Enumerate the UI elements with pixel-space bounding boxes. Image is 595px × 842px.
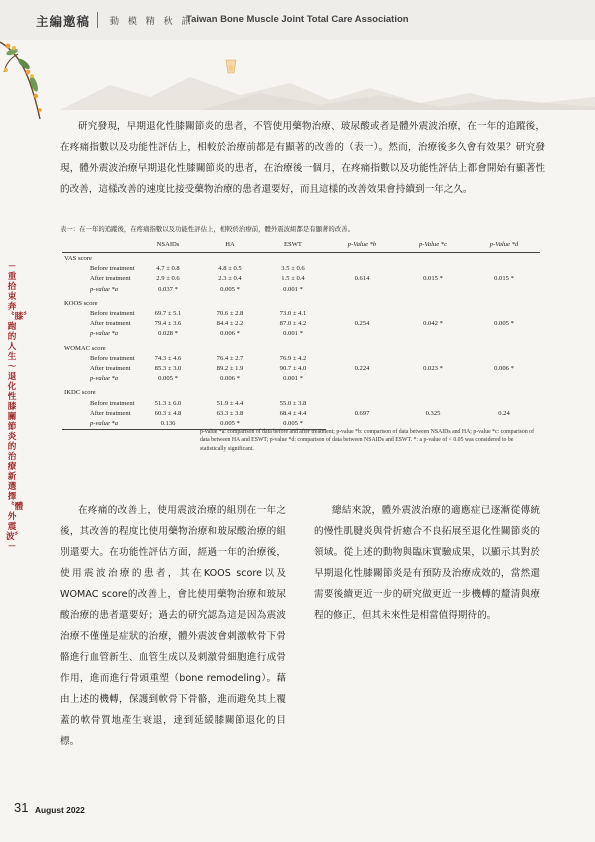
- table-caption: 表一：在一年的追蹤後，在疼痛指數以及功能性評估上，相較於治療前，體外震波組都是有顯著的改善。: [60, 225, 354, 233]
- row-label: After treatment: [90, 320, 131, 328]
- page-number: 31: [14, 800, 29, 815]
- row-label: Before treatment: [90, 265, 135, 273]
- table-row: [62, 399, 540, 409]
- left-column-paragraph: 在疼痛的改善上，使用震波治療的組別在一年之後，其改善的程度比使用藥物治療和玻尿酸治療的組別還要大。在功能性評估方面，經過一年的治療後，使用震波治療的患者，其在KOOS score以及WOMAC score的改善上，會比使用藥物治療和玻尿酸治療的患者還要好；過去的研究認為這是因為震波治療不僅僅是症狀的治療，體外震波會刺激軟骨下骨骼進行血管新生、血管生成以及刺激骨細胞進行成骨作用，進而進行骨頭重塑（bone remodeling）。藉由上述的機轉，保護到軟骨下骨骼，進而避免其上覆蓋的軟骨質地產生衰退，達到延緩膝關節退化的目標。: [60, 504, 286, 747]
- cell-pvalue: 0.042 *: [423, 320, 443, 328]
- cell-pvalue: 0.224: [354, 365, 370, 373]
- page-header: [0, 0, 595, 40]
- row-label: After treatment: [90, 275, 131, 283]
- cell-pvalue: 0.24: [498, 410, 510, 418]
- table-row: [62, 264, 540, 274]
- row-label: Before treatment: [90, 354, 135, 362]
- row-label: p-value *a: [62, 419, 136, 430]
- cell: 2.9 ± 0.6: [156, 275, 180, 283]
- cell-pvalue: 0.697: [354, 410, 370, 418]
- row-label: After treatment: [90, 409, 131, 417]
- vertical-article-title: －重拾束奔〝膝〞跑的人生～退化性膝關節炎的治療新選擇〝體外震波〞－: [6, 262, 32, 552]
- cell: 85.3 ± 3.0: [154, 365, 182, 373]
- cell: 1.5 ± 0.4: [281, 275, 305, 283]
- cell: 69.7 ± 5.1: [154, 310, 182, 318]
- header-pvalue-b: p-Value *b: [326, 238, 398, 253]
- cell: 0.028 *: [158, 330, 178, 338]
- header-pvalue-d: p-Value *d: [468, 238, 540, 253]
- cell: 63.3 ± 3.8: [216, 409, 244, 417]
- row-label: Before treatment: [90, 310, 135, 318]
- cell: 51.9 ± 4.4: [216, 399, 244, 407]
- cell: 0.005 *: [260, 419, 326, 430]
- header-nsaids: NSAIDs: [136, 238, 200, 253]
- cell: 0.037 *: [158, 285, 178, 293]
- row-label: p-value *a: [90, 330, 119, 338]
- cell: 0.001 *: [283, 285, 303, 293]
- cell: 87.0 ± 4.2: [279, 320, 307, 328]
- cell: 90.7 ± 4.0: [279, 365, 307, 373]
- table-group-row: [62, 343, 540, 354]
- header-pvalue-c: p-Value *c: [398, 238, 468, 253]
- journal-name-zh: 動 模 精 秋 訊: [110, 17, 194, 27]
- group-label: KOOS score: [64, 299, 98, 307]
- cell: 73.0 ± 4.1: [279, 310, 307, 318]
- cell-pvalue: 0.005 *: [494, 320, 514, 328]
- cell: 0.005 *: [220, 285, 240, 293]
- cell: 79.4 ± 3.6: [154, 320, 182, 328]
- results-table: [62, 238, 540, 430]
- issue-date: August 2022: [35, 805, 85, 815]
- cell: 3.5 ± 0.6: [281, 265, 305, 273]
- header-divider: [97, 12, 98, 28]
- table-row: [62, 309, 540, 319]
- row-label: Before treatment: [90, 399, 135, 407]
- cell: 89.2 ± 1.9: [216, 365, 244, 373]
- cell: 51.3 ± 6.0: [154, 399, 182, 407]
- header-eswt: ESWT: [260, 238, 326, 253]
- cell-pvalue: 0.325: [425, 410, 441, 418]
- journal-name-en: Taiwan Bone Muscle Joint Total Care Association: [186, 14, 409, 25]
- cell: 76.9 ± 4.2: [279, 354, 307, 362]
- table-group-row: [62, 387, 540, 398]
- cell: 70.6 ± 2.8: [216, 310, 244, 318]
- cell: 76.4 ± 2.7: [216, 354, 244, 362]
- cell: 0.001 *: [283, 375, 303, 383]
- cell: 84.4 ± 2.2: [216, 320, 244, 328]
- right-column-paragraph: 總結來說，體外震波治療的適應症已逐漸從傳統的慢性肌腱炎與骨折癒合不良拓展至退化性關節炎的領域。從上述的動物與臨床實驗成果，以顯示其對於早期退化性膝關節炎是有預防及治療成效的，當然還需要後續更近一步的研究做更近一步機轉的釐清與療程的修正，但其未來性是相當值得期待的。: [314, 504, 540, 621]
- intro-paragraph: 研究發現，早期退化性膝關節炎的患者，不管使用藥物治療、玻尿酸或者是體外震波治療，在一年的追蹤後，在疼痛指數以及功能性評估上，相較於治療前都是有顯著的改善的（表一）。然而，治療後多久會有效果？研究發現，體外震波治療早期退化性膝關節炎的患者，在治療後一個月，在疼痛指數以及功能性評估上都會開始有顯著性的改善，這樣改善的速度比接受藥物治療的患者還要好，而且這樣的改善效果會持續到一年之久。: [60, 120, 545, 195]
- row-label: After treatment: [90, 365, 131, 373]
- cell: 0.001 *: [283, 330, 303, 338]
- cell: 0.136: [136, 419, 200, 430]
- table-header-row: [62, 238, 540, 253]
- group-label: VAS score: [64, 255, 92, 262]
- mountain-background-decoration: [0, 55, 595, 110]
- cell: 74.3 ± 4.6: [154, 354, 182, 362]
- cell: 0.005 *: [200, 419, 260, 430]
- header-ha: HA: [200, 238, 260, 253]
- table-group-row: [62, 298, 540, 309]
- cell: 4.8 ± 0.5: [218, 265, 242, 273]
- table-footnote: p-value *a: comparison of data before and after treatment; p-value *b: comparison of data between NSAIDs and HA; p-value *c: comparison of data between HA and ESWT; p-value *d: comparison of data between NSAIDs and ESWT. *: a p-value of < 0.05 was considered to be statistically significant.: [200, 429, 535, 452]
- group-label: IKDC score: [64, 389, 96, 397]
- row-label: p-value *a: [90, 285, 119, 293]
- section-title: 主編邀稿: [36, 14, 91, 29]
- cell: 0.005 *: [158, 375, 178, 383]
- cell-pvalue: 0.015 *: [494, 275, 514, 283]
- cell: 55.0 ± 3.8: [279, 399, 307, 407]
- group-label: WOMAC score: [64, 344, 106, 352]
- cell: 0.006 *: [220, 375, 240, 383]
- table-group-row: [62, 253, 540, 265]
- cell-pvalue: 0.254: [354, 320, 370, 328]
- cell-pvalue: 0.006 *: [494, 365, 514, 373]
- header-blank: [62, 238, 136, 253]
- table-body: [62, 253, 540, 430]
- cell: 4.7 ± 0.8: [156, 265, 180, 273]
- table-row: [62, 354, 540, 364]
- cell: 0.006 *: [220, 330, 240, 338]
- cell-pvalue: 0.015 *: [423, 275, 443, 283]
- cell: 68.4 ± 4.4: [279, 409, 307, 417]
- cell-pvalue: 0.614: [354, 275, 370, 283]
- cell: 2.3 ± 0.4: [218, 275, 242, 283]
- row-label: p-value *a: [90, 375, 119, 383]
- cell: 60.3 ± 4.8: [154, 409, 182, 417]
- sky-lantern-icon: [224, 58, 238, 76]
- cell-pvalue: 0.023 *: [423, 365, 443, 373]
